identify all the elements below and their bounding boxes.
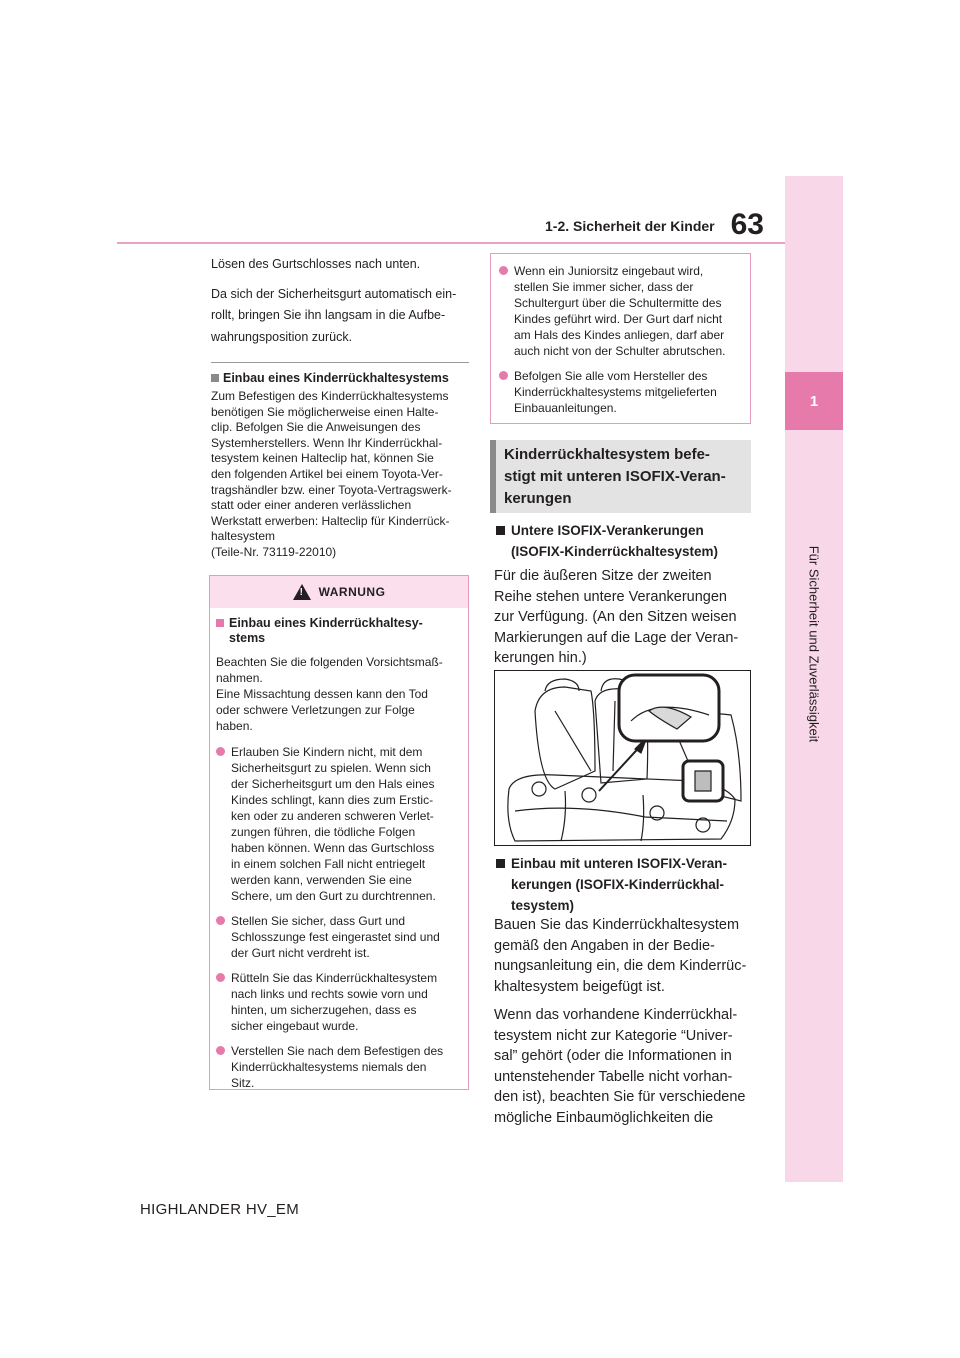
bullet-line: auch nicht von der Schulter abrutschen. <box>514 344 726 358</box>
warning-intro <box>216 654 460 734</box>
warning-subheading-line: Einbau eines Kinderrückhaltesy- <box>229 616 423 630</box>
seatbelt <box>613 701 615 771</box>
footer-model: HIGHLANDER HV_EM <box>140 1201 299 1218</box>
isofix-anchors-text <box>494 566 752 669</box>
bullet-line: Befolgen Sie alle vom Hersteller des <box>514 369 708 383</box>
header-rule <box>117 242 785 244</box>
intro-line: Lösen des Gurtschlosses nach unten. <box>211 257 421 271</box>
body-line: tesystem keinen Halteclip hat, können Sie <box>211 451 434 466</box>
square-bullet-icon <box>216 619 224 627</box>
square-bullet-icon <box>496 859 505 868</box>
body-line: kerungen hin.) <box>494 650 587 666</box>
seat-drawing <box>495 671 751 846</box>
anchor-marker <box>582 788 596 802</box>
info-bullet <box>499 263 742 359</box>
bullet-line: ken oder zu anderen schweren Verlet- <box>231 809 434 823</box>
bullet-line: Kinderrückhaltesystems mitgelieferten <box>514 385 717 399</box>
body-line: Bauen Sie das Kinderrückhaltesystem <box>494 917 740 933</box>
bullet-dot-icon <box>499 371 508 380</box>
square-bullet-icon <box>496 526 505 535</box>
body-line: tesystem nicht zur Kategorie “Univer- <box>494 1027 733 1044</box>
section-header: 1-2. Sicherheit der Kinder <box>545 218 715 234</box>
body-line: statt oder einer anderen verlässlichen <box>211 498 412 513</box>
bullet-line: Sicherheitsgurt zu spielen. Wenn sich <box>231 761 431 775</box>
body-line: mögliche Einbaumöglichkeiten die <box>494 1109 714 1126</box>
warning-bullet <box>216 970 460 1034</box>
bullet-line: sicher eingebaut wurde. <box>231 1019 359 1033</box>
body-line: haltesystem <box>211 529 276 544</box>
subheading-line: (ISOFIX-Kinderrückhaltesystem) <box>511 544 719 559</box>
body-line: nungsanleitung ein, die dem Kinderrüc- <box>494 958 747 974</box>
bullet-line: der Sicherheitsgurt um den Hals eines <box>231 777 435 791</box>
chapter-number: 1 <box>785 372 843 430</box>
seatback-left <box>535 687 595 789</box>
body-line: untenstehender Tabelle nicht vorhan- <box>494 1068 733 1085</box>
warning-body <box>210 608 468 1091</box>
bullet-line: am Hals des Kindes anliegen, darf aber <box>514 328 725 342</box>
bullet-line: werden kann, verwenden Sie eine <box>231 873 412 887</box>
warning-box <box>209 575 469 1090</box>
bullet-line: Schere, um den Gurt zu durchtrennen. <box>231 889 436 903</box>
subheading-text: Einbau eines Kinderrückhaltesystems <box>223 371 449 385</box>
chapter-title: Für Sicherheit und Zuverlässigkeit <box>806 545 822 743</box>
warning-intro-line: Eine Missachtung dessen kann den Tod <box>216 687 428 701</box>
bullet-line: der Gurt nicht verdreht ist. <box>231 946 370 960</box>
anchor-marker <box>532 782 546 796</box>
bullet-line: Schultergurt über die Schultermitte des <box>514 296 722 310</box>
body-line: Zum Befestigen des Kinderrückhaltesystems <box>211 389 449 403</box>
body-line: Systemherstellers. Wenn Ihr Kinderrückhal- <box>211 435 443 450</box>
bullet-dot-icon <box>216 747 225 756</box>
subheading <box>211 362 469 385</box>
bullet-line: Kindes geführt wird. Der Gurt darf nicht <box>514 312 723 326</box>
cushion-seam <box>641 795 644 841</box>
body-line: (Teile-Nr. 73119-22010) <box>211 544 337 559</box>
section-heading-line: Kinderrückhaltesystem befe- <box>504 446 710 463</box>
warning-subheading-line: stems <box>229 631 266 645</box>
section-heading <box>490 440 751 513</box>
seatbelt <box>555 711 591 771</box>
body-line: khaltesystem beigefügt ist. <box>494 978 665 995</box>
bullet-line: in einem solchen Fall nicht entriegelt <box>231 857 426 871</box>
intro-line: rollt, bringen Sie ihn langsam in die Aufbe- <box>211 308 446 322</box>
body-line: Reihe stehen untere Verankerungen <box>494 588 727 605</box>
page-number: 63 <box>730 208 764 241</box>
warning-bullet <box>216 1043 460 1091</box>
cushion-seam <box>515 808 727 821</box>
subheading-isofix-install <box>496 853 752 916</box>
left-column <box>211 254 469 561</box>
body-line: den ist), beachten Sie für verschiedene <box>494 1089 746 1105</box>
body-line: zur Verfügung. (An den Sitzen weisen <box>494 609 737 625</box>
warning-intro-line: haben. <box>216 719 253 733</box>
warning-header <box>210 576 468 608</box>
bullet-line: Wenn ein Juniorsitz eingebaut wird, <box>514 264 704 278</box>
subheading-line: Untere ISOFIX-Verankerungen <box>511 523 704 538</box>
bullet-line: nach links und rechts sowie vorn und <box>231 987 428 1001</box>
body-text <box>211 389 469 561</box>
bullet-line: zungen führen, die tödliche Folgen <box>231 825 416 839</box>
body-line: Wenn das vorhandene Kinderrückhal- <box>494 1007 738 1023</box>
bullet-line: Einbauanleitungen. <box>514 401 617 415</box>
subheading-line: kerungen (ISOFIX-Kinderrückhal- <box>511 877 725 892</box>
subheading-isofix-anchors <box>496 520 752 562</box>
intro-line: wahrungsposition zurück. <box>211 329 353 344</box>
body-line: Für die äußeren Sitze der zweiten <box>494 568 712 584</box>
cushion-seam <box>561 791 566 841</box>
bullet-line: Stellen Sie sicher, dass Gurt und <box>231 914 406 928</box>
bullet-line: stellen Sie immer sicher, dass der <box>514 280 694 294</box>
isofix-symbol <box>695 771 711 791</box>
info-box <box>490 253 751 424</box>
intro-line: Da sich der Sicherheitsgurt automatisch ein- <box>211 286 457 301</box>
body-line: den folgenden Artikel bei einem Toyota-Ver- <box>211 466 443 481</box>
section-heading-line: stigt mit unteren ISOFIX-Veran- <box>504 468 726 485</box>
warning-intro-line: oder schwere Verletzungen zur Folge <box>216 703 415 717</box>
bullet-line: Verstellen Sie nach dem Befestigen des <box>231 1044 444 1058</box>
square-bullet-icon <box>211 374 219 382</box>
isofix-install-text <box>494 915 752 1128</box>
body-line: clip. Befolgen Sie die Anweisungen des <box>211 420 421 435</box>
body-line: Werkstatt erwerben: Halteclip für Kinderrück- <box>211 513 450 528</box>
body-line: Markierungen auf die Lage der Veran- <box>494 629 739 646</box>
subheading-line: tesystem) <box>511 898 575 913</box>
warning-triangle-icon <box>293 584 311 600</box>
warning-intro-line: Beachten Sie die folgenden Vorsichtsmaß- <box>216 655 443 669</box>
warning-subheading <box>216 616 460 646</box>
body-line: sal” gehört (oder die Informationen in <box>494 1048 732 1064</box>
isofix-seat-illustration <box>494 670 751 846</box>
info-bullet <box>499 368 742 416</box>
warning-title: WARNUNG <box>318 585 386 599</box>
bullet-line: haben können. Wenn das Gurtschloss <box>231 841 435 855</box>
body-line: benötigen Sie möglicherweise einen Halte- <box>211 404 439 419</box>
chapter-side-tab[interactable] <box>785 176 843 1182</box>
bullet-line: Kinderrückhaltesystems niemals den <box>231 1060 427 1074</box>
body-line: gemäß den Angaben in der Bedie- <box>494 937 715 954</box>
bullet-line: Sitz. <box>231 1076 255 1090</box>
bullet-line: hinten, um sicherzugehen, dass es <box>231 1003 417 1017</box>
bullet-line: Schlosszunge fest eingerastet sind und <box>231 930 440 944</box>
bullet-line: Kindes schlingt, kann dies zum Erstic- <box>231 793 434 807</box>
bullet-dot-icon <box>216 1046 225 1055</box>
warning-bullet <box>216 913 460 961</box>
bullet-dot-icon <box>499 266 508 275</box>
warning-bullet <box>216 744 460 904</box>
warning-intro-line: nahmen. <box>216 671 263 685</box>
body-line: tragshändler bzw. einer Toyota-Vertragswerk- <box>211 482 452 497</box>
bullet-line: Erlauben Sie Kindern nicht, mit dem <box>231 745 423 759</box>
bullet-dot-icon <box>216 973 225 982</box>
bullet-line: Rütteln Sie das Kinderrückhaltesystem <box>231 971 438 985</box>
bullet-dot-icon <box>216 916 225 925</box>
section-heading-line: kerungen <box>504 490 572 507</box>
subheading-line: Einbau mit unteren ISOFIX-Veran- <box>511 856 728 871</box>
